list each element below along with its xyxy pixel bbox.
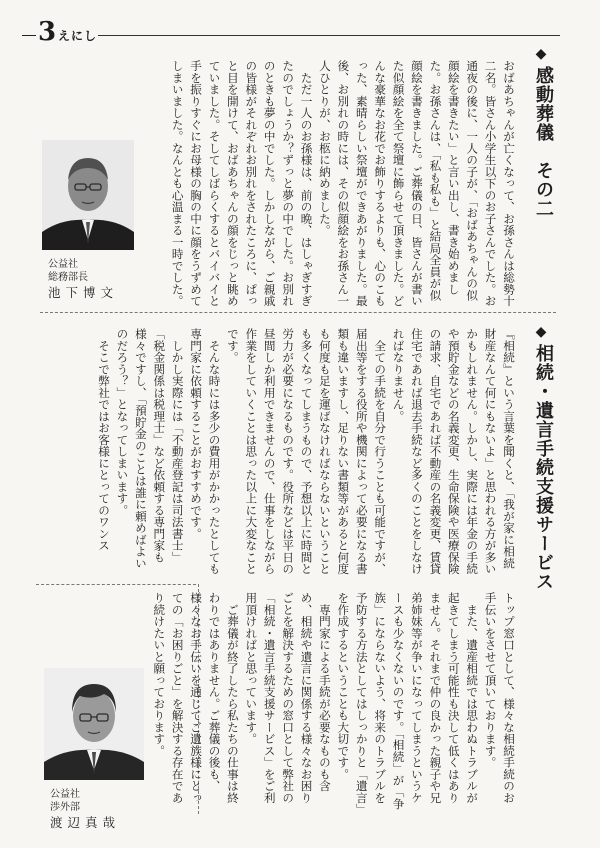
author-company: 公益社 — [48, 259, 78, 270]
author-name: 池下博文 — [48, 285, 119, 300]
header-rule — [98, 35, 560, 36]
author-role: 渉外部 — [50, 802, 80, 813]
article1-title: 感動葬儀 その二 — [533, 66, 554, 218]
article2-author-caption — [50, 788, 190, 832]
author-company: 公益社 — [50, 789, 80, 800]
article1-author-caption — [48, 258, 158, 302]
portrait-image — [44, 668, 144, 780]
author-name: 渡辺真哉 — [50, 815, 121, 830]
article2-body-top: 『相続』という言葉を聞くと、「我が家に相続財産なんて何にもないよ」と思われる方が多いかもしれません。しかし、実際には年金の手続や預貯金などの名義変更、生命保険や医療保険の請求、自宅であれば不動産の名義変更、賃貸住宅であれば退去手続など多くのことをしなければなりません。 全ての手続を自分で行うことも可能ですが、届出等をする役所や機関によって必要になる書類も違いますし、足りない書類等があると何度も何度も足を運ばなければならないということも多くなってしまうもので、予想以上に時間と労力が必要になるものです。役所などは平日の昼間しか利用できませんので、仕事をしながら作業をしていくことは思った以上に大変なことです。 そんな時には多少の費用がかかったとしても専門家に依頼することがおすすめです。 しかし実際には「不動産登記は司法書士」「税金関係は税理士」など依頼する専門家も様々ですし、「預貯金のことは誰に頼めばよいのだろう？」となってしまいます。 そこで弊社ではお客様にとってのワンス — [97, 328, 516, 575]
page-header — [0, 0, 600, 48]
author-photo — [42, 140, 134, 250]
article2-title: 相続・遺言手続支援サービス — [533, 344, 554, 591]
diamond-icon: ◆ — [533, 46, 549, 62]
section-divider — [40, 312, 556, 313]
author-photo — [44, 668, 144, 780]
header-dash — [22, 35, 36, 36]
portrait-image — [42, 140, 134, 250]
page-number: 3 — [38, 17, 57, 47]
article1-body: おばあちゃんが亡くなって、お孫さんは総勢十二名。皆さん小学生以下のお子さんでした。お通夜の後に、一人の子が、「おばあちゃんの似顔絵を書きたい」と言い出し、書き始めました。お孫さんは、「私も私も」と結局全員が似顔絵を書きました。ご葬儀の日、皆さんが書いた似顔絵を全て祭壇に飾らせて頂きました。どんな豪華なお花でお飾りするよりも、心のこもった、素晴らしい祭壇ができあがりました。最後、お別れの時には、その似顔絵をお孫さん一人ひとりが、お柩に納めました。 ただ一人のお孫様は、前の晩、はしゃぎすぎたのでしょうか？ずっと夢の中でした。お別れのときも夢の中でした。しかしながら、ご親戚の皆様がそれぞれお別れをされたころに、ぱっと目を開けて、おばあちゃんの顔をじっと眺めていました。そしてしばらくするとバイバイと手を振りすぐにお母様の胸の中に顔をうずめてしまいました。なんとも心温まる一時でした。 — [170, 60, 516, 307]
author-role: 総務部長 — [48, 272, 88, 283]
diamond-icon: ◆ — [533, 324, 549, 340]
article2-body-bottom: トップ窓口として、様々な相続手続のお手伝いをさせて頂いております。 また、遺産相続では思わぬトラブルが起きてしまう可能性も決して低くはありません。それまで仲の良かった親子や兄弟姉妹等が争いになってしまうというケースも少なくないのです。「相続」が「争族」にならないよう、将来のトラブルを予防する方法としてはしっかりと「遺言」を作成するということも大切です。 専門家による手続が必要なものも含め、相続や遺言に関係する様々なお困りごとを解決するための窓口として弊社の「相続・遺言手続支援サービス」をご利用頂ければと思っています。 ご葬儀が終了したら私たちの仕事は終わりではありません。ご葬儀の後も、様々なお手伝いを通じてご遺族様にとっての「お困りごと」を解決する存在であり続けたいと願っております。 — [152, 592, 516, 810]
publication-name: えにし — [58, 29, 98, 43]
column-divider — [36, 584, 196, 585]
